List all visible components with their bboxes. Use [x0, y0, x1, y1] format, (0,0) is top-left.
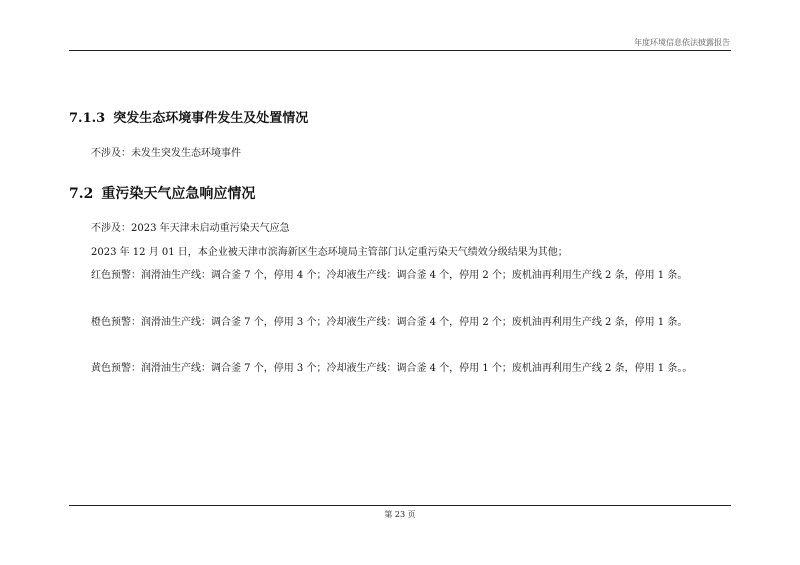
paragraph-no-emergency: 不涉及：2023 年天津未启动重污染天气应急: [91, 223, 290, 234]
running-header: 年度环境信息依法披露报告: [634, 38, 730, 47]
paragraph-orange-alert: 橙色预警：润滑油生产线：调合釜 7 个，停用 3 个；冷却液生产线：调合釜 4 个，停用 2 个；废机油再利用生产线 2 条，停用 1 条。: [91, 317, 688, 328]
section-number: 7.2: [69, 186, 94, 202]
header-rule: [69, 50, 731, 51]
section-7-1-3-body: 不涉及：未发生突发生态环境事件: [91, 148, 241, 159]
paragraph-performance-grading: 2023 年 12 月 01 日，本企业被天津市滨海新区生态环境局主管部门认定重污染天气绩效分级结果为其他；: [91, 247, 568, 258]
section-number: 7.1.3: [69, 111, 106, 126]
paragraph-yellow-alert: 黄色预警：润滑油生产线：调合釜 7 个，停用 3 个；冷却液生产线：调合釜 4 个，停用 1 个；废机油再利用生产线 2 条，停用 1 条。。: [91, 363, 693, 374]
paragraph-red-alert: 红色预警：润滑油生产线：调合釜 7 个，停用 4 个；冷却液生产线：调合釜 4 个，停用 2 个；废机油再利用生产线 2 条，停用 1 条。: [91, 270, 688, 281]
section-title: 突发生态环境事件发生及处置情况: [113, 111, 309, 126]
page-number: 第 23 页: [384, 510, 416, 519]
section-heading-7-2: [69, 183, 255, 203]
section-title: 重污染天气应急响应情况: [101, 186, 256, 202]
footer-rule: [69, 505, 731, 506]
section-heading-7-1-3: [69, 107, 308, 126]
